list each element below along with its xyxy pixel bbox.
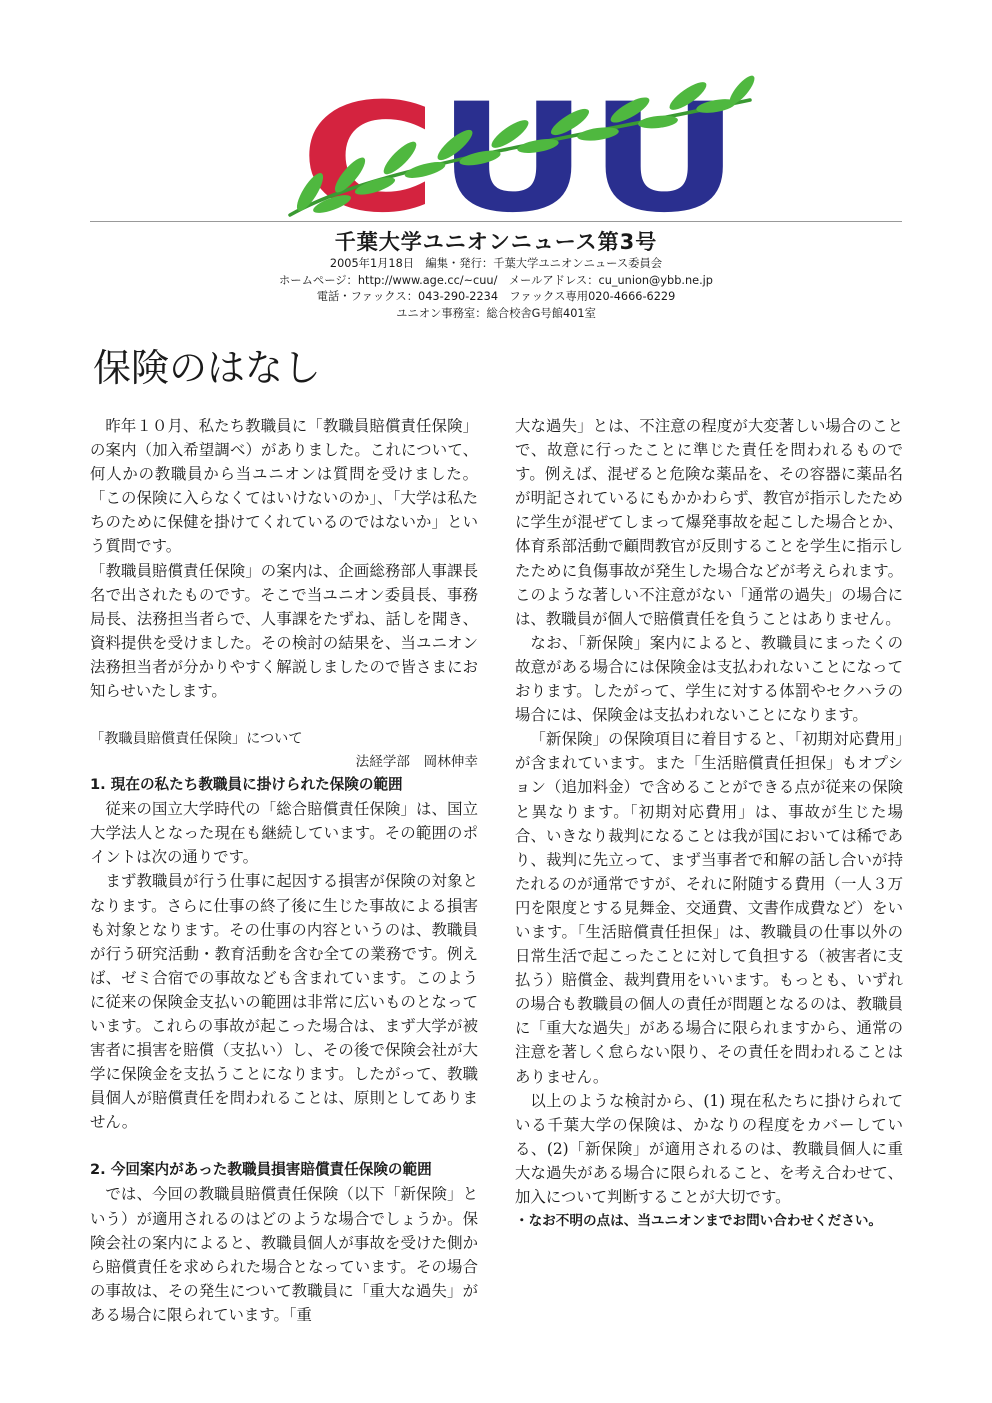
section-1-paragraph: まず教職員が行う仕事に起因する損害が保険の対象となります。さらに仕事の終了後に生じた事故による損害も対象となります。その仕事の内容というのは、教職員が行う研究活動・教育活動を含む全ての業務です。例えば、ゼミ合宿での事故なども含まれています。このように従来の保険金支払いの範囲は非常に広いものとなっています。これらの事故が起こった場合は、まず大学が被害者に損害を賠償（支払い）し、その後で保険会社が大学に保険金を支払うことになります。したがって、教職員個人が賠償責任を問われることは、原則としてありません。 (90, 872, 478, 1132)
spacer (90, 1134, 478, 1158)
section-1-paragraph: 従来の国立大学時代の「総合賠償責任保険」は、国立大学法人となった現在も継続しています。その範囲のポイントは次の通りです。 (90, 800, 478, 867)
issue-date-publisher: 2005年1月18日 編集・発行：千葉大学ユニオンニュース委員会 (329, 257, 663, 270)
masthead (90, 228, 902, 322)
section-2-paragraph: 「新保険」の保険項目に着目すると、「初期対応費用」が含まれています。また「生活賠償責任担保」もオプション（追加料金）で含めることができる点が従来の保険と異なります。「初期対応費用」は、事故が生じた場合、いきなり裁判になることは我が国においては稀であり、裁判に先立って、まず当事者で和解の話し合いが持たれるのが通常ですが、それに附随する費用（一人３万円を限度とする見舞金、交通費、文書作成費など）をいいます。「生活賠償責任担保」は、教職員の仕事以外の日常生活で起こったことに対して負担する（被害者に支払う）賠償金、裁判費用をいいます。もっとも、いずれの場合も教職員の個人の責任が問題となるのは、教職員に「重大な過失」がある場合に限られますから、通常の注意を著しく怠らない限り、その責任を問われることはありません。 (515, 730, 903, 1086)
page-heading: 保険のはなし (93, 346, 322, 390)
cuu-logo (280, 70, 760, 220)
section-1-title: 1. 現在の私たち教職員に掛けられた保険の範囲 (90, 776, 403, 794)
phone-fax: 電話・ファックス：043-290-2234 ファックス専用020-4666-6229 (316, 290, 676, 303)
section-2-paragraph: では、今回の教職員賠償責任保険（以下「新保険」という）が適用されるのはどのような場合でしょうか。保険会社の案内によると、教職員個人が事故を受けた側から賠償責任を求められた場合となっています。その場合の事故は、その発生について教職員に「重大な過失」がある場合に限られています。「重 (90, 1185, 478, 1324)
section-2-paragraph: なお、「新保険」案内によると、教職員にまったくの故意がある場合には保険金は支払われないことになっております。したがって、学生に対する体罰やセクハラの場合には、保険金は支払われないことになります。 (515, 633, 903, 725)
logo-letter: C (300, 72, 411, 220)
section-2-paragraph: 大な過失」とは、不注意の程度が大変著しい場合のことで、故意に行ったことに準じた責任を問われるものです。例えば、混ぜると危険な薬品を、その容器に薬品名が明記されているにもかかわらず、教官が指示したために学生が混ぜてしまって爆発事故を起こした場合とか、体育系部活動で顧問教官が反則することを学生に指示したために負傷事故が発生した場合などが考えられます。このような著しい不注意がない「通常の過失」の場合には、教職員が個人で賠償責任を負うことはありません。 (515, 417, 903, 628)
conclusion-paragraph: 以上のような検討から、(1) 現在私たちに掛けられている千葉大学の保険は、かなりの程度をカバーしている、(2)「新保険」が適用されるのは、教職員個人に重大な過失がある場合に限られること、を考え合わせて、加入について判断することが大切です。 (515, 1091, 903, 1206)
article-subtitle: 「教職員賠償責任保険」について (90, 731, 303, 748)
logo-letter: U (436, 72, 559, 220)
intro-paragraph: 昨年１０月、私たち教職員に「教職員賠償責任保険」の案内（加入希望調べ）がありました。これについて、何人かの教職員から当ユニオンは質問を受けました。「この保険に入らなくてはいけないのか」、「大学は私たちのために保健を掛けてくれているのではないか」という質問です。 (90, 417, 478, 556)
contact-notice: ・なお不明の点は、当ユニオンまでお問い合わせください。 (515, 1213, 883, 1230)
office-location: ユニオン事務室：総合校舎G号館401室 (396, 306, 596, 320)
homepage-email: ホームページ：http://www.age.cc/~cuu/ メールアドレス：cu_union@ybb.ne.jp (279, 273, 713, 287)
header-divider (90, 221, 902, 222)
logo-letter: U (588, 72, 711, 220)
article-author: 法経学部 岡林伸幸 (355, 754, 478, 771)
spacer (90, 703, 478, 727)
publication-title: 千葉大学ユニオンニュース第3号 (334, 230, 658, 254)
intro-paragraph: 「教職員賠償責任保険」の案内は、企画総務部人事課長名で出されたものです。そこで当ユニオン委員長、事務局長、法務担当者らで、人事課をたずね、話しを聞き、資料提供を受けました。その検討の結果を、当ユニオン法務担当者が分かりやすく解説しましたので皆さまにお知らせいたします。 (90, 561, 478, 701)
section-2-title: 2. 今回案内があった教職員損害賠償責任保険の範囲 (90, 1161, 432, 1179)
right-column (515, 414, 903, 1233)
left-column (90, 414, 478, 1327)
